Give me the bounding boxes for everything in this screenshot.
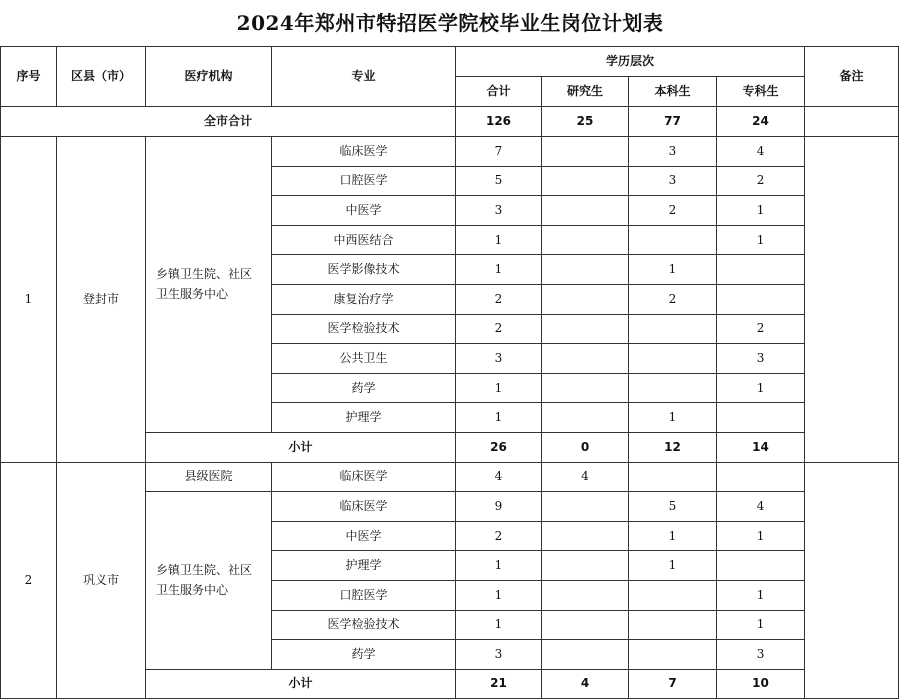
junior-college-cell: 1 bbox=[717, 225, 805, 255]
undergraduate-cell: 2 bbox=[629, 284, 717, 314]
undergraduate-cell: 3 bbox=[629, 166, 717, 196]
junior-college-cell: 1 bbox=[717, 521, 805, 551]
major-cell: 口腔医学 bbox=[272, 166, 456, 196]
undergraduate-cell bbox=[629, 610, 717, 640]
total-cell: 1 bbox=[456, 580, 542, 610]
city-junior-college-value: 24 bbox=[717, 107, 805, 137]
graduate-cell bbox=[542, 255, 629, 285]
institution-cell: 县级医院 bbox=[146, 462, 272, 492]
undergraduate-cell: 2 bbox=[629, 196, 717, 226]
header-row bbox=[1, 47, 899, 77]
graduate-cell bbox=[542, 580, 629, 610]
graduate-cell: 4 bbox=[542, 462, 629, 492]
city-total-row bbox=[1, 107, 899, 137]
total-cell: 1 bbox=[456, 255, 542, 285]
district-cell: 登封市 bbox=[57, 137, 146, 463]
subtotal-undergraduate: 7 bbox=[629, 669, 717, 699]
graduate-cell bbox=[542, 137, 629, 167]
undergraduate-cell bbox=[629, 225, 717, 255]
institution-cell: 乡镇卫生院、社区卫生服务中心 bbox=[146, 492, 272, 670]
header-seq: 序号 bbox=[1, 47, 57, 107]
total-cell: 4 bbox=[456, 462, 542, 492]
header-remarks: 备注 bbox=[805, 47, 899, 107]
junior-college-cell: 1 bbox=[717, 373, 805, 403]
seq-cell: 1 bbox=[1, 137, 57, 463]
major-cell: 药学 bbox=[272, 373, 456, 403]
junior-college-cell bbox=[717, 462, 805, 492]
remarks-cell bbox=[805, 462, 899, 699]
junior-college-cell bbox=[717, 551, 805, 581]
plan-table bbox=[0, 46, 899, 699]
major-cell: 中医学 bbox=[272, 196, 456, 226]
undergraduate-cell: 1 bbox=[629, 403, 717, 433]
total-cell: 1 bbox=[456, 403, 542, 433]
graduate-cell bbox=[542, 551, 629, 581]
junior-college-cell: 4 bbox=[717, 492, 805, 522]
undergraduate-cell bbox=[629, 640, 717, 670]
city-total-label: 全市合计 bbox=[1, 107, 456, 137]
header-edu-level: 学历层次 bbox=[456, 47, 805, 77]
total-cell: 7 bbox=[456, 137, 542, 167]
undergraduate-cell: 1 bbox=[629, 255, 717, 285]
major-cell: 医学检验技术 bbox=[272, 610, 456, 640]
junior-college-cell: 4 bbox=[717, 137, 805, 167]
total-cell: 3 bbox=[456, 640, 542, 670]
institution-cell: 乡镇卫生院、社区卫生服务中心 bbox=[146, 137, 272, 433]
seq-cell: 2 bbox=[1, 462, 57, 699]
undergraduate-cell: 1 bbox=[629, 551, 717, 581]
total-cell: 9 bbox=[456, 492, 542, 522]
junior-college-cell bbox=[717, 403, 805, 433]
total-cell: 1 bbox=[456, 373, 542, 403]
subtotal-graduate: 4 bbox=[542, 669, 629, 699]
junior-college-cell: 2 bbox=[717, 166, 805, 196]
city-remarks-cell bbox=[805, 107, 899, 137]
header-major: 专业 bbox=[272, 47, 456, 107]
major-cell: 医学检验技术 bbox=[272, 314, 456, 344]
subtotal-undergraduate: 12 bbox=[629, 432, 717, 462]
major-cell: 护理学 bbox=[272, 551, 456, 581]
graduate-cell bbox=[542, 373, 629, 403]
undergraduate-cell bbox=[629, 314, 717, 344]
graduate-cell bbox=[542, 344, 629, 374]
total-cell: 2 bbox=[456, 314, 542, 344]
total-cell: 3 bbox=[456, 344, 542, 374]
undergraduate-cell: 5 bbox=[629, 492, 717, 522]
major-cell: 护理学 bbox=[272, 403, 456, 433]
header-district: 区县（市） bbox=[57, 47, 146, 107]
page-title: 2024年郑州市特招医学院校毕业生岗位计划表 bbox=[236, 11, 664, 35]
junior-college-cell: 2 bbox=[717, 314, 805, 344]
city-graduate-value: 25 bbox=[542, 107, 629, 137]
major-cell: 临床医学 bbox=[272, 492, 456, 522]
graduate-cell bbox=[542, 196, 629, 226]
subtotal-label: 小计 bbox=[146, 432, 456, 462]
major-cell: 公共卫生 bbox=[272, 344, 456, 374]
major-cell: 口腔医学 bbox=[272, 580, 456, 610]
total-cell: 1 bbox=[456, 225, 542, 255]
undergraduate-cell bbox=[629, 462, 717, 492]
total-cell: 2 bbox=[456, 521, 542, 551]
major-cell: 药学 bbox=[272, 640, 456, 670]
graduate-cell bbox=[542, 610, 629, 640]
remarks-cell bbox=[805, 137, 899, 463]
graduate-cell bbox=[542, 284, 629, 314]
major-cell: 中西医结合 bbox=[272, 225, 456, 255]
undergraduate-cell bbox=[629, 373, 717, 403]
graduate-cell bbox=[542, 521, 629, 551]
major-cell: 中医学 bbox=[272, 521, 456, 551]
undergraduate-cell: 1 bbox=[629, 521, 717, 551]
junior-college-cell bbox=[717, 284, 805, 314]
junior-college-cell: 3 bbox=[717, 344, 805, 374]
subtotal-junior-college: 10 bbox=[717, 669, 805, 699]
graduate-cell bbox=[542, 166, 629, 196]
table-row bbox=[1, 137, 899, 167]
junior-college-cell: 3 bbox=[717, 640, 805, 670]
graduate-cell bbox=[542, 403, 629, 433]
city-undergraduate-value: 77 bbox=[629, 107, 717, 137]
total-cell: 2 bbox=[456, 284, 542, 314]
graduate-cell bbox=[542, 314, 629, 344]
header-undergraduate: 本科生 bbox=[629, 77, 717, 107]
city-total-value: 126 bbox=[456, 107, 542, 137]
header-institution: 医疗机构 bbox=[146, 47, 272, 107]
graduate-cell bbox=[542, 640, 629, 670]
header-graduate: 研究生 bbox=[542, 77, 629, 107]
undergraduate-cell bbox=[629, 580, 717, 610]
total-cell: 5 bbox=[456, 166, 542, 196]
subtotal-graduate: 0 bbox=[542, 432, 629, 462]
total-cell: 1 bbox=[456, 610, 542, 640]
graduate-cell bbox=[542, 492, 629, 522]
junior-college-cell: 1 bbox=[717, 580, 805, 610]
subtotal-total: 21 bbox=[456, 669, 542, 699]
total-cell: 3 bbox=[456, 196, 542, 226]
major-cell: 临床医学 bbox=[272, 462, 456, 492]
header-junior-college: 专科生 bbox=[717, 77, 805, 107]
subtotal-label: 小计 bbox=[146, 669, 456, 699]
district-cell: 巩义市 bbox=[57, 462, 146, 699]
header-total: 合计 bbox=[456, 77, 542, 107]
subtotal-total: 26 bbox=[456, 432, 542, 462]
table-row bbox=[1, 462, 899, 492]
junior-college-cell: 1 bbox=[717, 610, 805, 640]
total-cell: 1 bbox=[456, 551, 542, 581]
major-cell: 临床医学 bbox=[272, 137, 456, 167]
subtotal-junior-college: 14 bbox=[717, 432, 805, 462]
undergraduate-cell: 3 bbox=[629, 137, 717, 167]
junior-college-cell: 1 bbox=[717, 196, 805, 226]
major-cell: 康复治疗学 bbox=[272, 284, 456, 314]
junior-college-cell bbox=[717, 255, 805, 285]
major-cell: 医学影像技术 bbox=[272, 255, 456, 285]
graduate-cell bbox=[542, 225, 629, 255]
undergraduate-cell bbox=[629, 344, 717, 374]
